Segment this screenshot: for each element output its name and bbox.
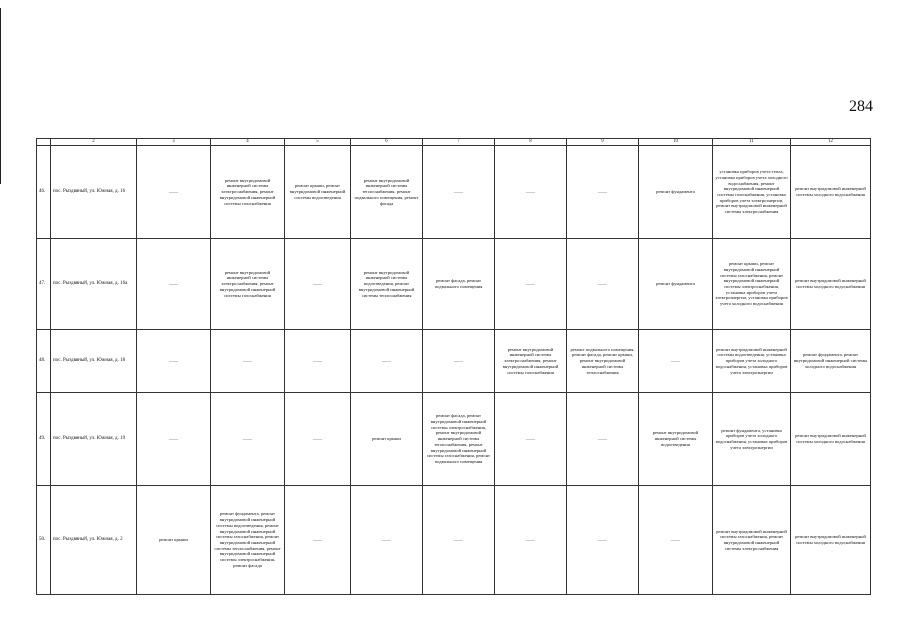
cell-col-6: ремонт внутридомовой инженерной системы теплоснабжения, ремонт подвального помещения, ремонт фасада bbox=[351, 146, 423, 239]
row-address: пос. Рыздвяный, ул. Южная, д. 19 bbox=[51, 393, 137, 486]
cell-col-11: ремонт внутридомовой инженерной системы газоснабжения, ремонт внутридомовой инженерной системы электроснабжения bbox=[713, 486, 791, 595]
cell-col-12: ремонт фундамента, ремонт внутридомовой инженерной системы холодного водоснабжения bbox=[791, 330, 871, 393]
cell-col-5: —— bbox=[285, 330, 351, 393]
cell-col-7: ремонт фасада, ремонт подвального помещения bbox=[423, 239, 495, 330]
cell-col-10: —— bbox=[639, 330, 713, 393]
cell-col-4: —— bbox=[211, 393, 285, 486]
row-address: пос. Рыздвяный, ул. Южная, д. 16а bbox=[51, 239, 137, 330]
col-header-6: 6 bbox=[351, 139, 423, 146]
table-row bbox=[37, 393, 871, 486]
cell-col-9: —— bbox=[567, 393, 639, 486]
cell-col-8: —— bbox=[495, 393, 567, 486]
cell-col-7: —— bbox=[423, 330, 495, 393]
col-header-4: 4 bbox=[211, 139, 285, 146]
cell-col-12: ремонт внутридомовой инженерной системы холодного водоснабжения bbox=[791, 486, 871, 595]
cell-col-10: ремонт фундамента bbox=[639, 239, 713, 330]
cell-col-12: ремонт внутридомовой инженерной системы холодного водоснабжения bbox=[791, 239, 871, 330]
cell-col-12: ремонт внутридомовой инженерной системы холодного водоснабжения bbox=[791, 146, 871, 239]
cell-col-8: ремонт внутридомовой инженерной системы электроснабжения, ремонт внутридомовой инженерной системы газоснабжения bbox=[495, 330, 567, 393]
row-address: пос. Рыздвяный, ул. Южная, д. 2 bbox=[51, 486, 137, 595]
row-number: 48. bbox=[37, 330, 51, 393]
row-number: 47. bbox=[37, 239, 51, 330]
cell-col-9: —— bbox=[567, 146, 639, 239]
cell-col-4: —— bbox=[211, 330, 285, 393]
cell-col-6: ремонт внутридомовой инженерной системы водоотведения, ремонт внутридомовой инженерной системы теплоснабжения bbox=[351, 239, 423, 330]
table-row bbox=[37, 486, 871, 595]
cell-col-9: —— bbox=[567, 239, 639, 330]
cell-col-6: —— bbox=[351, 486, 423, 595]
cell-col-7: ремонт фасада, ремонт внутридомовой инженерной системы электроснабжения, ремонт внутридомовой инженерной системы теплоснабжения, ремонт внутридомовой инженерной системы газоснабжения, ремонт подвального помещения bbox=[423, 393, 495, 486]
cell-col-9: ремонт подвального помещения, ремонт фасада, ремонт крыши, ремонт внутридомовой инженерной системы теплоснабжения bbox=[567, 330, 639, 393]
cell-col-11: ремонт внутридомовой инженерной системы водоотведения, установка приборов учета холодного водоснабжения, установка приборов учета электроэнергии bbox=[713, 330, 791, 393]
table-row bbox=[37, 330, 871, 393]
column-number-row bbox=[37, 139, 871, 146]
cell-col-8: —— bbox=[495, 239, 567, 330]
cell-col-8: —— bbox=[495, 486, 567, 595]
col-header-3: 3 bbox=[137, 139, 211, 146]
cell-col-6: —— bbox=[351, 330, 423, 393]
cell-col-4: ремонт внутридомовой инженерной системы электроснабжения, ремонт внутридомовой инженерной системы газоснабжения bbox=[211, 146, 285, 239]
cell-col-7: —— bbox=[423, 146, 495, 239]
cell-col-3: —— bbox=[137, 146, 211, 239]
cell-col-9: —— bbox=[567, 486, 639, 595]
row-number: 46. bbox=[37, 146, 51, 239]
cell-col-4: ремонт фундамента, ремонт внутридомовой инженерной системы водоотведения, ремонт внутридомовой инженерной системы газоснабжения, ремонт внутридомовой инженерной системы теплоснабжения, ремонт внутридомовой инженерной системы электроснабжения, ремонт фасада bbox=[211, 486, 285, 595]
cell-col-11: установка приборов учета тепла, установка приборов учета холодного водоснабжения, ремонт внутридомовой инженерной системы газоснабжения, установка приборов учета электроэнергии, ремонт внутридомовой инженерной системы электроснабжения bbox=[713, 146, 791, 239]
col-header-5: 5 bbox=[285, 139, 351, 146]
table-row bbox=[37, 239, 871, 330]
repair-schedule-table bbox=[36, 138, 871, 595]
cell-col-3: —— bbox=[137, 330, 211, 393]
cell-col-3: —— bbox=[137, 393, 211, 486]
col-header-7: 7 bbox=[423, 139, 495, 146]
cell-col-11: ремонт фундамента, установка приборов учета холодного водоснабжения, установка приборов учета электроэнергии bbox=[713, 393, 791, 486]
cell-col-8: —— bbox=[495, 146, 567, 239]
cell-col-12: ремонт внутридомовой инженерной системы холодного водоснабжения bbox=[791, 393, 871, 486]
row-number: 50. bbox=[37, 486, 51, 595]
cell-col-4: ремонт внутридомовой инженерной системы электроснабжения, ремонт внутридомовой инженерной системы газоснабжения bbox=[211, 239, 285, 330]
row-address: пос. Рыздвяный, ул. Южная, д. 16 bbox=[51, 146, 137, 239]
col-header-1 bbox=[37, 139, 51, 146]
row-address: пос. Рыздвяный, ул. Южная, д. 18 bbox=[51, 330, 137, 393]
cell-col-10: —— bbox=[639, 486, 713, 595]
cell-col-5: ремонт крыши, ремонт внутридомовой инженерной системы водоотведения bbox=[285, 146, 351, 239]
col-header-8: 8 bbox=[495, 139, 567, 146]
cell-col-5: —— bbox=[285, 486, 351, 595]
table-row bbox=[37, 146, 871, 239]
cell-col-6: ремонт крыши bbox=[351, 393, 423, 486]
col-header-12: 12 bbox=[791, 139, 871, 146]
cell-col-7: —— bbox=[423, 486, 495, 595]
cell-col-5: —— bbox=[285, 393, 351, 486]
page-number: 284 bbox=[849, 98, 873, 115]
col-header-2: 2 bbox=[51, 139, 137, 146]
cell-col-10: ремонт фундамента bbox=[639, 146, 713, 239]
cell-col-3: —— bbox=[137, 239, 211, 330]
col-header-11: 11 bbox=[713, 139, 791, 146]
col-header-9: 9 bbox=[567, 139, 639, 146]
row-number: 49. bbox=[37, 393, 51, 486]
cell-col-3: ремонт крыши bbox=[137, 486, 211, 595]
cell-col-11: ремонт крыши, ремонт внутридомовой инженерной системы газоснабжения, ремонт внутридомовой инженерной системы электроснабжения, установка приборов учета электроэнергии, установка приборов учета холодного водоснабжения bbox=[713, 239, 791, 330]
cell-col-5: —— bbox=[285, 239, 351, 330]
col-header-10: 10 bbox=[639, 139, 713, 146]
page-edge-line bbox=[0, 8, 1, 184]
cell-col-10: ремонт внутридомовой инженерной системы водоотведения bbox=[639, 393, 713, 486]
